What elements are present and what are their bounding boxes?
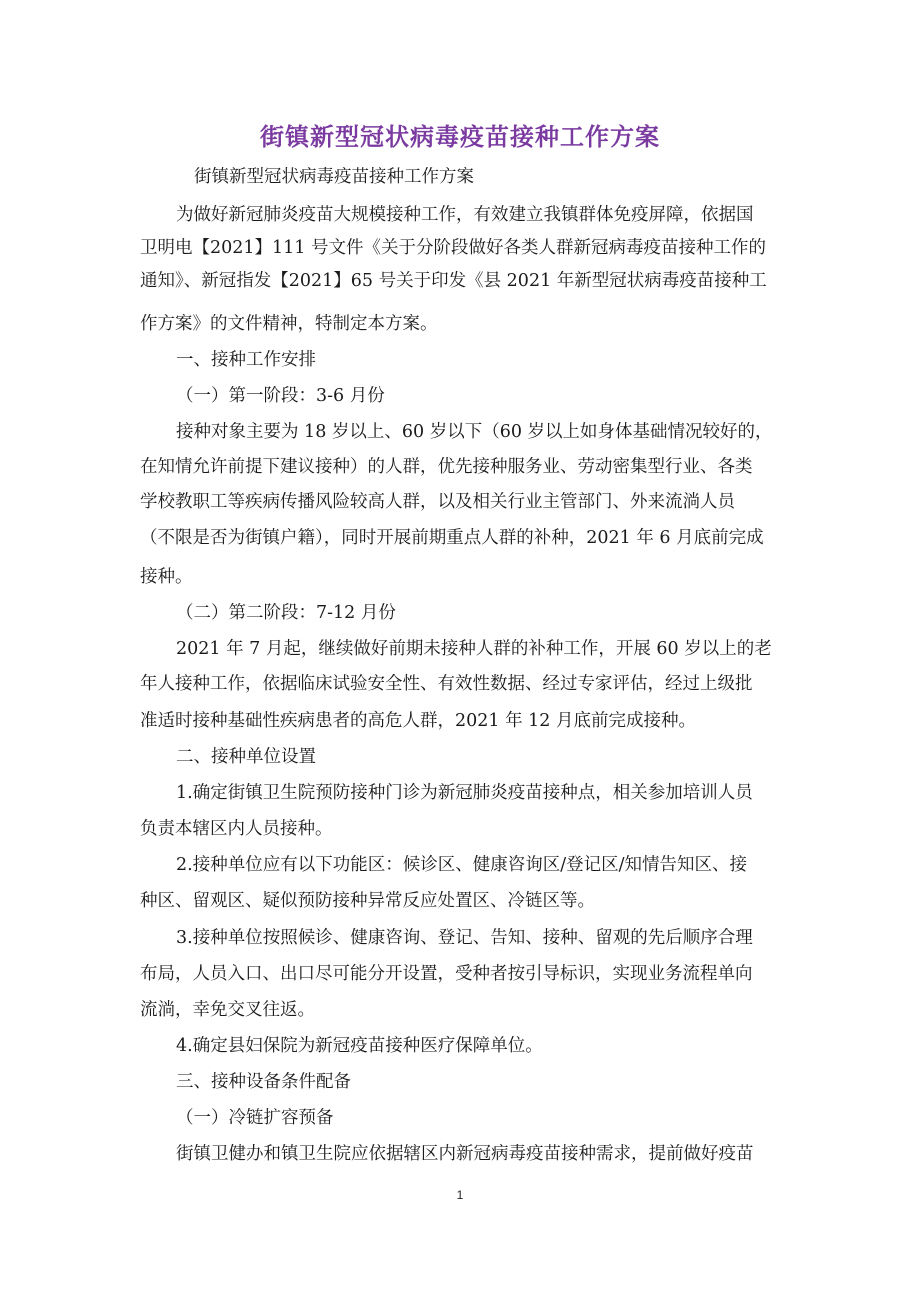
body-line: 2021 年 7 月起，继续做好前期未接种人群的补种工作，开展 60 岁以上的老 (176, 639, 772, 659)
document-title: 街镇新型冠状病毒疫苗接种工作方案 (260, 123, 660, 151)
subsection-heading: （一）冷链扩容预备 (176, 1108, 334, 1128)
subsection-heading: （二）第二阶段：7-12 月份 (176, 603, 396, 623)
body-line: 接种。 (140, 567, 193, 587)
page-number: 1 (456, 1188, 464, 1202)
body-line: 为做好新冠肺炎疫苗大规模接种工作，有效建立我镇群体免疫屏障，依据国 (176, 205, 754, 225)
body-line: 准适时接种基础性疾病患者的高危人群，2021 年 12 月底前完成接种。 (140, 711, 696, 731)
subtitle-line: 街镇新型冠状病毒疫苗接种工作方案 (194, 167, 474, 187)
section-heading: 二、接种单位设置 (176, 747, 316, 767)
body-line: 2.接种单位应有以下功能区：候诊区、健康咨询区/登记区/知情告知区、接 (176, 855, 747, 875)
body-line: 街镇卫健办和镇卫生院应依据辖区内新冠病毒疫苗接种需求，提前做好疫苗 (176, 1144, 754, 1164)
body-line: 流淌，幸免交叉往返。 (140, 1000, 315, 1020)
body-line: 负责本辖区内人员接种。 (140, 819, 333, 839)
body-line: 通知》、新冠指发【2021】65 号关于印发《县 2021 年新型冠状病毒疫苗接种工 (140, 271, 767, 291)
section-heading: 三、接种设备条件配备 (176, 1072, 351, 1092)
body-line: 布局，人员入口、出口尽可能分开设置，受种者按引导标识，实现业务流程单向 (140, 964, 753, 984)
body-line: 种区、留观区、疑似预防接种异常反应处置区、冷链区等。 (140, 891, 595, 911)
body-line: 学校教职工等疾病传播风险较高人群，以及相关行业主管部门、外来流淌人员 (140, 492, 735, 512)
section-heading: 一、接种工作安排 (176, 350, 316, 370)
body-line: 作方案》的文件精神，特制定本方案。 (140, 314, 438, 334)
body-line: （不限是否为街镇户籍），同时开展前期重点人群的补种，2021 年 6 月底前完成 (140, 528, 764, 548)
body-line: 3.接种单位按照候诊、健康咨询、登记、告知、接种、留观的先后顺序合理 (176, 928, 753, 948)
subsection-heading: （一）第一阶段：3-6 月份 (176, 386, 385, 406)
body-line: 接种对象主要为 18 岁以上、60 岁以下（60 岁以上如身体基础情况较好的， (176, 422, 773, 442)
body-line: 1.确定街镇卫生院预防接种门诊为新冠肺炎疫苗接种点，相关参加培训人员 (176, 783, 753, 803)
body-line: 卫明电【2021】111 号文件《关于分阶段做好各类人群新冠病毒疫苗接种工作的 (140, 238, 766, 258)
body-line: 在知情允许前提下建议接种）的人群，优先接种服务业、劳动密集型行业、各类 (140, 457, 753, 477)
body-line: 4.确定县妇保院为新冠疫苗接种医疗保障单位。 (176, 1036, 543, 1056)
body-line: 年人接种工作，依据临床试验安全性、有效性数据、经过专家评估，经过上级批 (140, 674, 753, 694)
